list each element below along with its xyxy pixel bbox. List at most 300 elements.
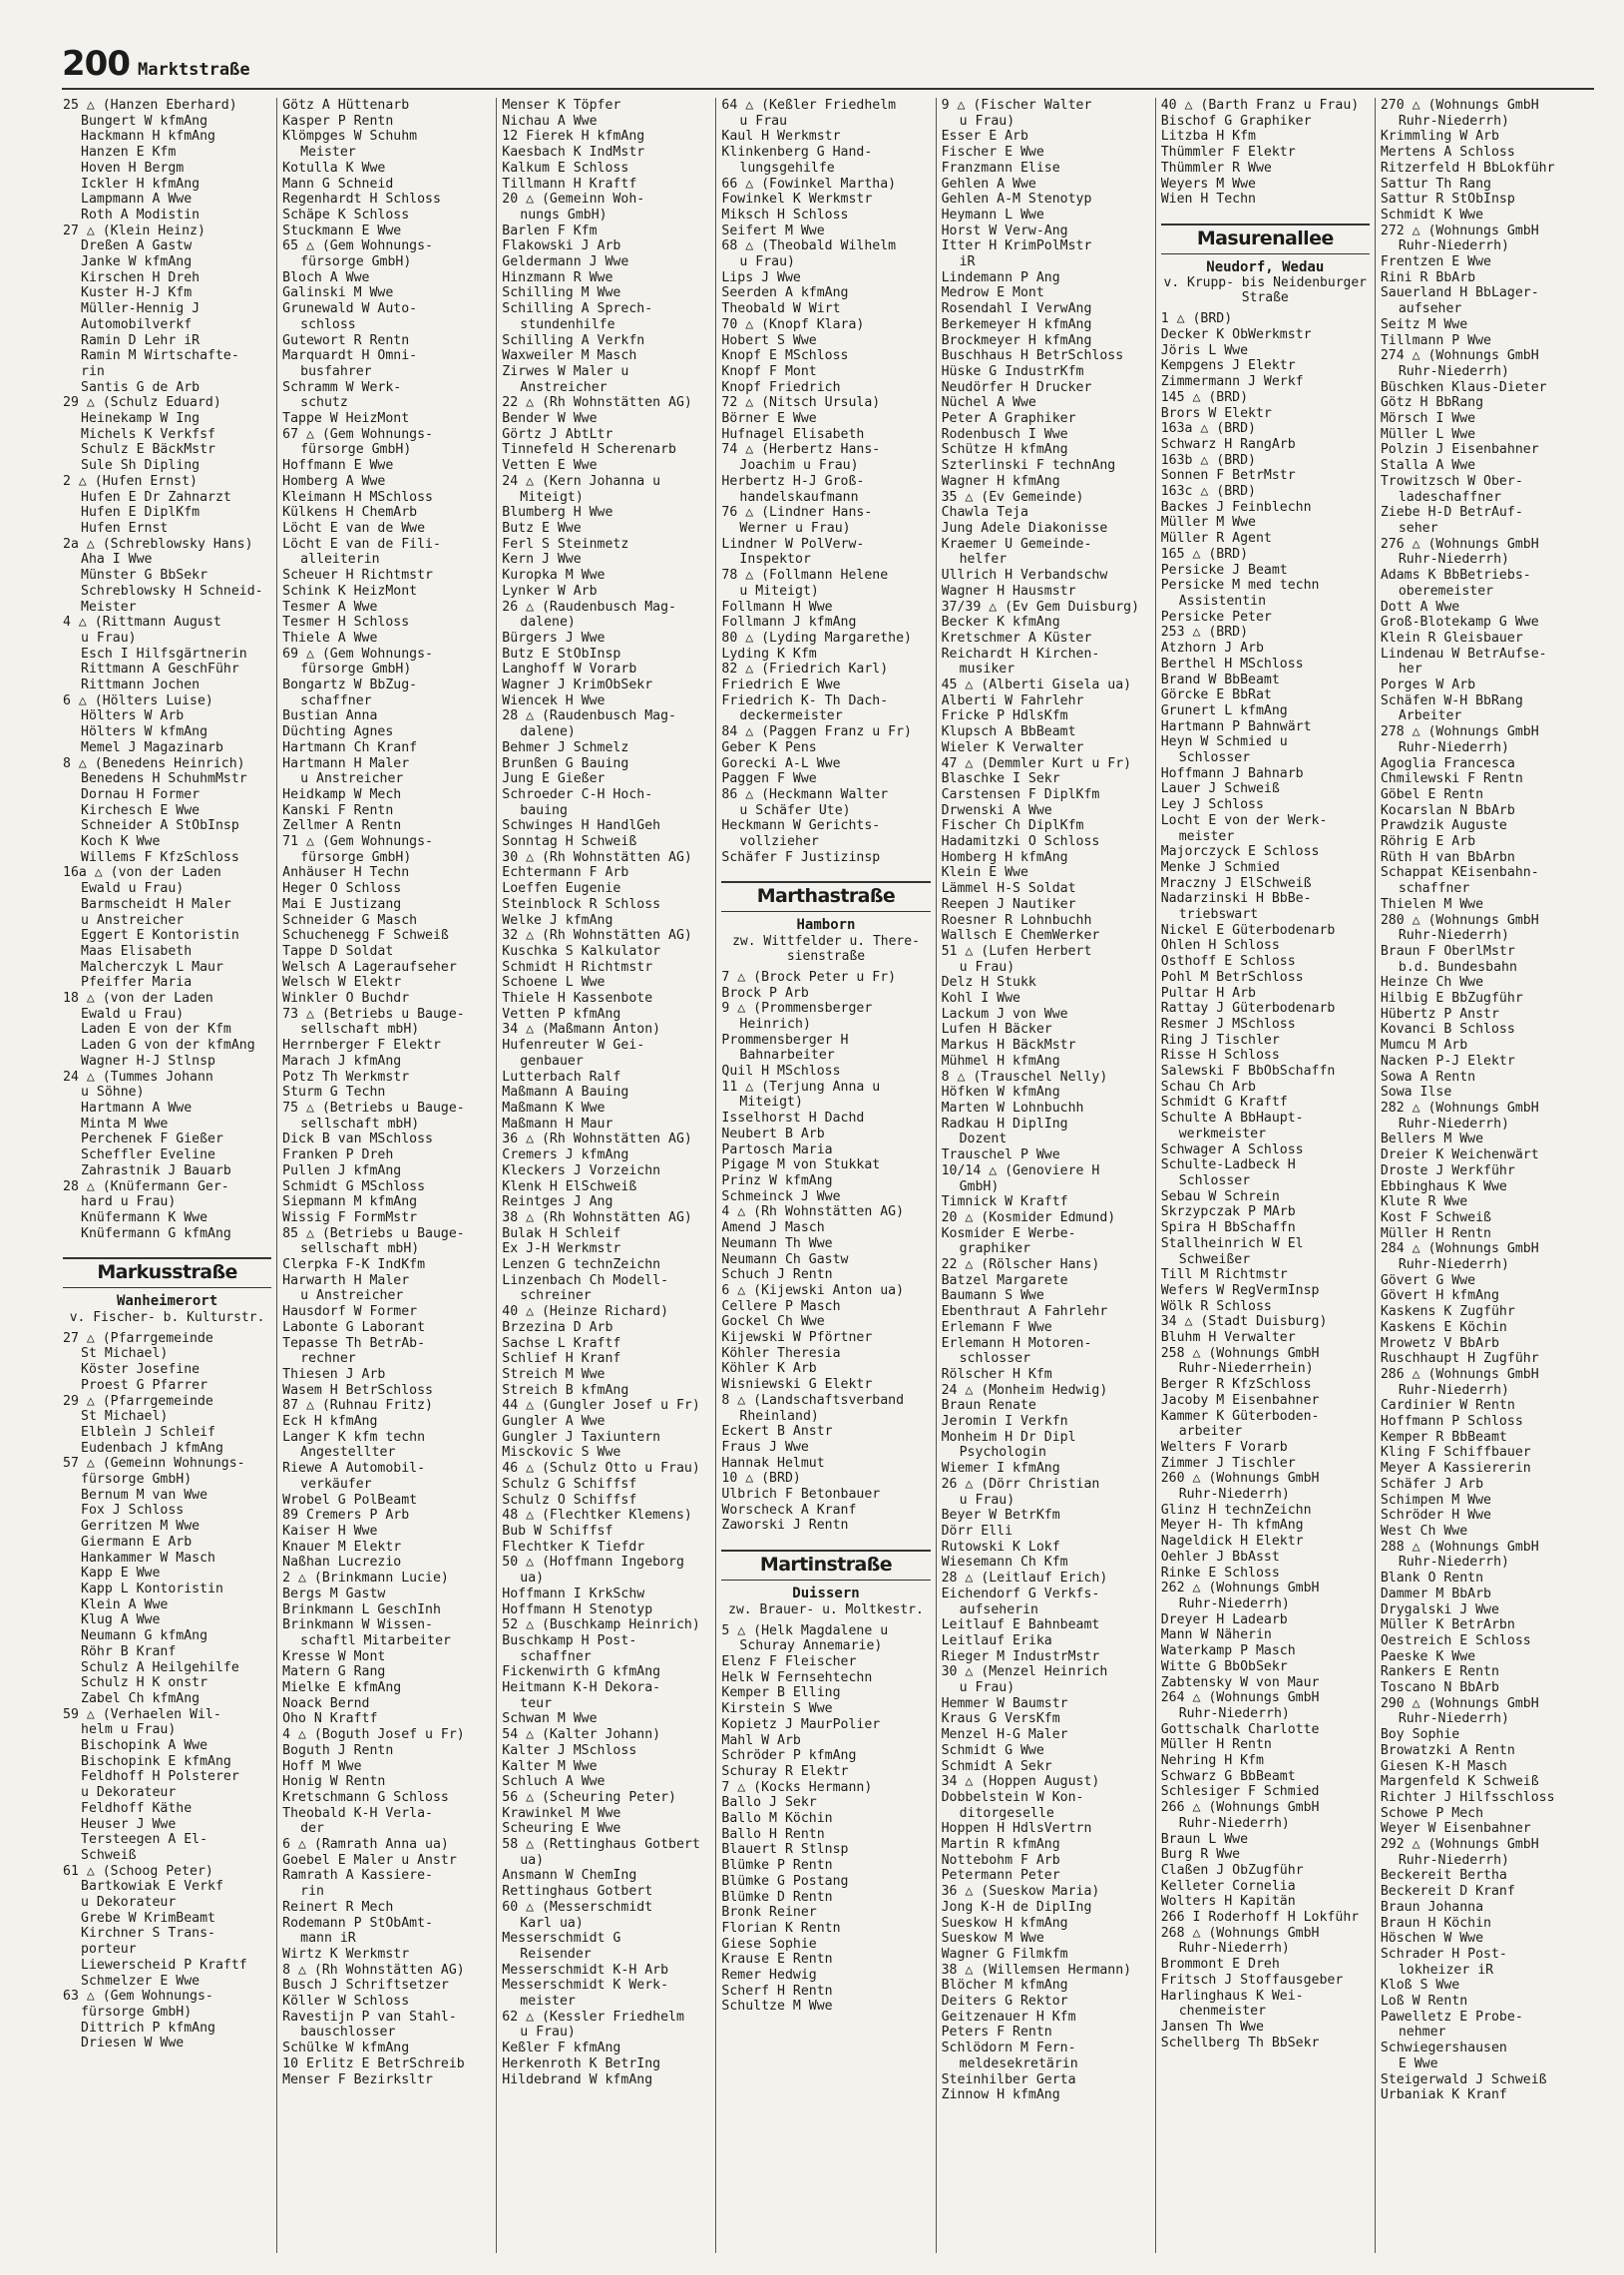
resident-entry: Kretschmer A Küster [941,630,1092,646]
house-entry: 85 △ (Betriebs u Bauge- [282,1225,465,1241]
resident-entry: Memel J Magazinarb [81,739,223,755]
house-entry: 4 △ (Boguth Josef u Fr) [282,1727,465,1743]
resident-entry: u Frau) [959,113,1015,129]
resident-entry: Giesen K-H Masch [1380,1758,1507,1774]
resident-entry: Nadarzinski H BbBe- [1160,891,1312,907]
resident-entry: Hildebrand W kfmAng [502,2071,653,2087]
resident-entry: Schellberg Th BbSekr [1160,2035,1320,2050]
resident-entry: Ruhr-Niederrh) [1398,928,1509,944]
house-entry: 6 △ (Kijewski Anton ua) [721,1282,905,1298]
header-rule [62,88,1594,90]
house-entry: 262 △ (Wohnungs GmbH [1160,1581,1320,1596]
resident-entry: Ebenthraut A Fahrlehr [941,1304,1108,1320]
house-entry: 274 △ (Wohnungs GmbH [1380,348,1539,364]
resident-entry: Welke J kfmAng [502,912,613,928]
district-name: Neudorf, Wedau [1206,258,1325,275]
resident-entry: Miteigt) [520,489,584,505]
resident-entry: Wirtz K Werkmstr [282,1946,410,1962]
resident-entry: Jacoby M Eisenbahner [1160,1392,1320,1408]
resident-entry: Scheffler Eveline [81,1147,215,1163]
resident-entry: Gockel Ch Wwe [721,1314,825,1330]
resident-entry: Ullrich H Verbandschw [941,568,1108,584]
resident-entry: Nehring H Kfm [1160,1753,1264,1769]
resident-entry: Beckereit D Kranf [1380,1884,1515,1900]
resident-entry: schlosser [959,1351,1031,1367]
resident-entry: bauing [520,802,568,818]
resident-entry: Marquardt H Omni- [282,348,418,364]
resident-entry: Stuckmann E Wwe [282,223,402,238]
resident-entry: schaffner [520,1648,592,1664]
house-entry: 266 △ (Wohnungs GmbH [1160,1800,1320,1816]
street-section-header [721,1550,930,1616]
resident-entry: Rieger M IndustrMstr [941,1648,1100,1664]
resident-entry: Boguth J Rentn [282,1742,394,1758]
resident-entry: Braun H Köchin [1380,1915,1491,1931]
resident-entry: schloss [300,316,356,332]
resident-entry: helfer [959,552,1008,568]
resident-entry: Hartmann P Bahnwärt [1160,718,1312,734]
resident-entry: Löcht E van de Wwe [282,520,426,536]
house-entry: 72 △ (Nitsch Ursula) [721,395,881,411]
resident-entry: Wefers W RegVermInsp [1160,1282,1320,1298]
resident-entry: Giermann E Arb [81,1534,193,1550]
house-entry: 9 △ (Prommensberger [721,1001,873,1017]
resident-entry: Vetten E Wwe [502,458,598,474]
resident-entry: Butz E StObInsp [502,646,621,662]
resident-entry: Theobald K-H Verla- [282,1805,433,1821]
street-section-header [1161,224,1370,305]
resident-entry: Müller H Rentn [1160,1737,1272,1753]
resident-entry: Meyer A Kassiererin [1380,1461,1531,1477]
resident-entry: Ballo H Rentn [721,1826,825,1842]
house-entry: 11 △ (Terjung Anna u [721,1079,881,1095]
resident-entry: Brinkmann W Wissen- [282,1617,433,1633]
resident-entry: Scheuring E Wwe [502,1821,621,1837]
resident-entry: dalene) [520,724,576,740]
resident-entry: Friedrich E Wwe [721,678,841,693]
resident-entry: ua) [520,1571,545,1587]
house-entry: 8 △ (Rh Wohnstätten AG) [282,1962,465,1978]
resident-entry: Klein A Wwe [81,1596,169,1612]
resident-entry: Kelleter Cornelia [1160,1878,1296,1894]
resident-entry: Blöcher M kfmAng [941,1978,1068,1994]
resident-entry: u Dekorateur [81,1785,177,1801]
resident-entry: fürsorge GmbH) [300,442,412,458]
resident-entry: Becker K kfmAng [941,615,1060,631]
resident-entry: Dreier K Weichenwärt [1380,1147,1539,1163]
resident-entry: Herbertz H-J Groß- [721,473,865,489]
resident-entry: Thümmler R Wwe [1160,160,1272,176]
house-entry: 82 △ (Friedrich Karl) [721,662,889,678]
resident-entry: Rattay J Güterbodenarb [1160,1001,1336,1017]
resident-entry: Esch I Hilfsgärtnerin [81,646,247,662]
resident-entry: Wien H Techn [1160,192,1256,208]
resident-entry: Blümke D Rentn [721,1889,833,1905]
house-entry: 253 △ (BRD) [1160,625,1249,641]
house-entry: 292 △ (Wohnungs GmbH [1380,1837,1539,1853]
house-entry: 20 △ (Gemeinn Woh- [502,192,645,208]
resident-entry: Langer K kfm techn [282,1429,426,1445]
resident-entry: Steinblock R Schloss [502,896,661,912]
resident-entry: Tillmann H Kraftf [502,176,637,192]
resident-entry: Erlemann F Wwe [941,1319,1052,1335]
house-entry: 32 △ (Rh Wohnstätten AG) [502,928,692,944]
resident-entry: ladeschaffner [1398,489,1502,505]
house-entry: 24 △ (Tummes Johann [63,1069,213,1085]
resident-entry: Röhr B Kranf [81,1643,177,1659]
resident-entry: Agoglia Francesca [1380,755,1515,771]
resident-entry: Langhoff W Vorarb [502,662,637,678]
resident-entry: Hinzmann R Wwe [502,269,613,285]
resident-entry: Rini R BbArb [1380,269,1476,285]
resident-entry: 10 Erlitz E BetrSchreib [282,2055,465,2071]
resident-entry: meister [1178,828,1235,844]
resident-entry: Feldhoff H Polsterer [81,1769,239,1785]
resident-entry: Mörsch I Wwe [1380,411,1476,427]
resident-entry: Ansmann W ChemIng [502,1868,637,1884]
house-entry: 16a △ (von der Laden [63,865,221,881]
resident-entry: Peter A Graphiker [941,411,1076,427]
street-range: v. Krupp- bis Neidenburger Straße [1163,275,1368,306]
resident-entry: Schultze M Wwe [721,1999,833,2015]
resident-entry: Ewald u Frau) [81,881,185,897]
resident-entry: Malcherczyk L Maur [81,959,223,975]
resident-entry: Hemmer W Baumstr [941,1695,1068,1711]
resident-entry: Blauert R Stlnsp [721,1842,849,1858]
resident-entry: Schneider G Masch [282,912,418,928]
resident-entry: Jung E Gießer [502,771,606,787]
resident-entry: Kammer K Güterboden- [1160,1408,1320,1424]
street-name: Marthastraße [721,881,930,912]
resident-entry: Ziebe H-D BetrAuf- [1380,505,1523,521]
resident-entry: werkmeister [1178,1126,1267,1141]
resident-entry: Ruhr-Niederrh) [1398,739,1509,755]
resident-entry: Hübertz P Anstr [1380,1006,1499,1022]
house-entry: 20 △ (Kosmider Edmund) [941,1209,1116,1225]
resident-entry: Rittmann Jochen [81,678,201,693]
resident-entry: rin [300,1884,324,1900]
resident-entry: Schülke W kfmAng [282,2041,410,2056]
house-entry: 258 △ (Wohnungs GmbH [1160,1345,1320,1361]
resident-entry: Müller L Wwe [1380,426,1476,442]
house-entry: 22 △ (Rh Wohnstätten AG) [502,395,692,411]
resident-entry: Reichardt H Kirchen- [941,646,1100,662]
resident-entry: Heinze Ch Wwe [1380,975,1484,991]
resident-entry: Bernum M van Wwe [81,1487,208,1503]
resident-entry: sellschaft mbH) [300,1241,420,1257]
resident-entry: Steinhilber Gerta [941,2071,1076,2087]
resident-entry: Gungler J Taxiuntern [502,1429,661,1445]
resident-entry: Kleckers J Vorzeichn [502,1162,661,1178]
resident-entry: Potz Th Werkmstr [282,1069,410,1085]
resident-entry: u Söhne) [81,1085,145,1101]
resident-entry: Meister [81,599,137,615]
resident-entry: ditorgeselle [959,1805,1054,1821]
resident-entry: sellschaft mbH) [300,1022,420,1038]
resident-entry: Wiencek H Wwe [502,692,606,708]
resident-entry: Rutowski K Lokf [941,1539,1060,1555]
resident-entry: schaftl Mitarbeiter [300,1632,451,1648]
resident-entry: Dammer M BbArb [1380,1586,1491,1601]
house-entry: 163a △ (BRD) [1160,421,1256,437]
resident-entry: Ramin M Wirtschafte- [81,348,239,364]
resident-entry: Karl ua) [520,1915,584,1931]
resident-entry: Geitzenauer H Kfm [941,2009,1076,2025]
house-entry: 288 △ (Wohnungs GmbH [1380,1539,1539,1555]
resident-entry: Tepasse Th BetrAb- [282,1335,426,1351]
resident-entry: Helk W Fernsehtechn [721,1669,873,1685]
resident-entry: Hüske G IndustrKfm [941,363,1084,379]
resident-entry: Horst W Verw-Ang [941,223,1068,238]
resident-entry: Heuser J Wwe [81,1816,177,1832]
resident-entry: Thielen M Wwe [1380,896,1484,912]
resident-entry: Göbel E Rentn [1380,786,1484,802]
resident-entry: Dott A Wwe [1380,599,1460,615]
resident-entry: Brors W Elektr [1160,405,1272,421]
resident-entry: Reisender [520,1946,592,1962]
resident-entry: Zabel Ch kfmAng [81,1690,201,1706]
resident-entry: Adams K BbBetriebs- [1380,568,1531,584]
resident-entry: meister [520,1994,576,2010]
resident-entry: aufseherin [959,1601,1038,1617]
house-entry: 75 △ (Betriebs u Bauge- [282,1101,465,1116]
resident-entry: Lackum J von Wwe [941,1006,1068,1022]
resident-entry: Linzenbach Ch Modell- [502,1272,669,1288]
resident-entry: Beyer W BetrKfm [941,1508,1060,1524]
resident-entry: Ruhr-Niederrh) [1398,363,1509,379]
resident-entry: Mraczny J ElSchweiß [1160,875,1312,891]
resident-entry: Itter H KrimPolMstr [941,238,1092,254]
house-entry: 76 △ (Lindner Hans- [721,505,873,521]
resident-entry: Fricke P HdlsKfm [941,708,1068,724]
resident-entry: Schröder P kfmAng [721,1748,857,1764]
house-entry: 24 △ (Monheim Hedwig) [941,1382,1108,1398]
resident-entry: Messerschmidt G [502,1931,621,1947]
resident-entry: Polzin J Eisenbahner [1380,442,1539,458]
resident-entry: Klinkenberg G Hand- [721,145,873,161]
resident-entry: Jung Adele Diakonisse [941,520,1108,536]
house-entry: 270 △ (Wohnungs GmbH [1380,98,1539,113]
resident-entry: Schulz G Schiffsf [502,1476,637,1492]
house-entry: 84 △ (Paggen Franz u Fr) [721,724,912,740]
resident-entry: Heitmann K-H Dekora- [502,1680,661,1696]
resident-entry: Stallheinrich W El [1160,1235,1304,1251]
resident-entry: Trowitzsch W Ober- [1380,473,1523,489]
resident-entry: Geldermann J Wwe [502,254,629,270]
resident-entry: Persicke M med techn [1160,578,1320,594]
resident-entry: Laden G von der kfmAng [81,1038,255,1054]
resident-entry: Automobilverkf [81,316,193,332]
resident-entry: Maßmann K Wwe [502,1101,606,1116]
resident-entry: Schowe P Mech [1380,1805,1484,1821]
resident-entry: Ruhr-Niederrh) [1178,1595,1290,1611]
resident-entry: Lenzen G technZeichn [502,1257,661,1273]
house-entry: 47 △ (Demmler Kurt u Fr) [941,755,1132,771]
resident-entry: Menzel H-G Maler [941,1727,1068,1743]
resident-entry: Nichau A Wwe [502,113,598,129]
resident-entry: Klute R Wwe [1380,1194,1468,1210]
resident-entry: Assistentin [1178,593,1267,609]
house-entry: 286 △ (Wohnungs GmbH [1380,1366,1539,1382]
resident-entry: Margenfeld K Schweiß [1380,1774,1539,1790]
resident-entry: Anstreicher [520,379,608,395]
resident-entry: Kotulla K Wwe [282,160,386,176]
resident-entry: Thiesen J Arb [282,1366,386,1382]
resident-entry: Fischer Ch DiplKfm [941,818,1084,834]
resident-entry: Esser E Arb [941,129,1028,145]
resident-entry: Ruhr-Niederrh) [1398,1711,1509,1727]
resident-entry: Browatzki A Rentn [1380,1742,1515,1758]
house-entry: 26 △ (Raudenbusch Mag- [502,599,676,615]
house-entry: 9 △ (Fischer Walter [941,98,1092,113]
resident-entry: Dreyer H Ladearb [1160,1611,1288,1627]
resident-entry: Tappe W HeizMont [282,411,410,427]
resident-entry: Klug A Wwe [81,1612,161,1628]
resident-entry: Lampmann A Wwe [81,192,193,208]
resident-entry: Ruhr-Niederrh) [1178,1487,1290,1503]
resident-entry: Hoffmann P Schloss [1380,1414,1523,1430]
resident-entry: Börner E Wwe [721,411,817,427]
resident-entry: Rinke E Schloss [1160,1565,1280,1581]
resident-entry: Ring J Tischler [1160,1032,1280,1048]
resident-entry: u Frau) [959,1492,1015,1508]
resident-entry: seher [1398,520,1438,536]
street-name: Masurenallee [1161,224,1370,254]
resident-entry: Klömpges W Schuhm [282,129,418,145]
resident-entry: Cellere P Masch [721,1298,841,1314]
resident-entry: Gungler A Wwe [502,1414,606,1430]
resident-entry: Tesmer A Wwe [282,599,378,615]
resident-entry: Ruhr-Niederrh) [1398,1116,1509,1132]
house-entry: 56 △ (Scheuring Peter) [502,1789,676,1805]
resident-entry: Sattur R StObInsp [1380,192,1515,208]
resident-entry: Pultar H Arb [1160,985,1256,1001]
page-header [62,44,250,84]
resident-entry: Naßhan Lucrezio [282,1555,402,1571]
resident-entry: Hoff M Wwe [282,1758,362,1774]
resident-entry: Burg R Wwe [1160,1847,1241,1863]
resident-entry: Schuray Annemarie) [739,1638,883,1654]
resident-entry: Schreblowsky H Schneid- [81,583,263,599]
resident-entry: Krawinkel M Wwe [502,1805,621,1821]
resident-entry: fürsorge GmbH) [300,254,412,270]
resident-entry: Görcke E BbRat [1160,687,1272,703]
resident-entry: Reinert R Mech [282,1899,394,1915]
resident-entry: Lynker W Arb [502,583,598,599]
resident-entry: Lips J Wwe [721,269,801,285]
resident-entry: busfahrer [300,363,372,379]
directory-column-4 [716,98,936,2253]
resident-entry: Herkenroth K BetrIng [502,2055,661,2071]
resident-entry: Kanski F Rentn [282,802,394,818]
house-entry: 78 △ (Follmann Helene [721,568,889,584]
resident-entry: Schwinges H HandlGeh [502,818,661,834]
resident-entry: Harlinghaus K Wei- [1160,1988,1304,2004]
resident-entry: Krimmling W Arb [1380,129,1499,145]
resident-entry: Labonte G Laborant [282,1319,426,1335]
resident-entry: Weyers M Wwe [1160,176,1256,192]
resident-entry: Rheinland) [739,1408,819,1424]
resident-entry: Kalkum E Schloss [502,160,629,176]
house-entry: 165 △ (BRD) [1160,546,1249,562]
house-entry: 278 △ (Wohnungs GmbH [1380,724,1539,740]
resident-entry: Tesmer H Schloss [282,615,410,631]
resident-entry: Kaiser H Wwe [282,1523,378,1539]
house-entry: 69 △ (Gem Wohnungs- [282,646,433,662]
resident-entry: Sowa A Rentn [1380,1069,1476,1085]
resident-entry: Lufen H Bäcker [941,1022,1052,1038]
resident-entry: triebswart [1178,907,1259,923]
directory-column-1 [58,98,277,2253]
resident-entry: Heinrich) [739,1016,811,1032]
resident-entry: Bergs M Gastw [282,1586,386,1601]
resident-entry: Kirchner S Trans- [81,1926,215,1942]
resident-entry: Heinekamp W Ing [81,411,201,427]
resident-entry: Ex J-H Werkmstr [502,1241,621,1257]
street-name: Martinstraße [721,1550,930,1581]
resident-entry: u Dekorateur [81,1895,177,1911]
resident-entry: Stalla A Wwe [1380,458,1476,474]
resident-entry: Kaesbach K IndMstr [502,145,645,161]
resident-entry: Kaskens E Köchin [1380,1319,1507,1335]
resident-entry: Schulz E BäckMstr [81,442,215,458]
resident-entry: Götz A Hüttenarb [282,98,410,113]
resident-entry: Maßmann A Bauing [502,1085,629,1101]
resident-entry: Schäfer F Justizinsp [721,849,881,865]
resident-entry: Hölters W Arb [81,708,185,724]
resident-entry: Welsch A Lageraufseher [282,959,457,975]
house-entry: 80 △ (Lyding Margarethe) [721,630,912,646]
resident-entry: Fox J Schloss [81,1503,185,1519]
resident-entry: teur [520,1695,553,1711]
house-entry: 2a △ (Schreblowsky Hans) [63,536,253,552]
resident-entry: Follmann H Wwe [721,599,833,615]
resident-entry: Ewald u Frau) [81,1006,185,1022]
resident-entry: Müller-Hennig J [81,301,201,317]
district-name: Hamborn [796,917,856,934]
resident-entry: Schuch J Rentn [721,1267,833,1283]
resident-entry: Köhler Theresia [721,1345,841,1361]
resident-entry: Risse H Schloss [1160,1048,1280,1064]
resident-entry: Mumcu M Arb [1380,1038,1468,1054]
resident-entry: Wagner H kfmAng [941,473,1060,489]
resident-entry: Martin R kfmAng [941,1837,1060,1853]
resident-entry: Schwiegershausen [1380,2041,1507,2056]
house-entry: 163c △ (BRD) [1160,484,1256,500]
resident-entry: Winkler O Buchdr [282,991,410,1007]
resident-entry: Wölk R Schloss [1160,1298,1272,1314]
directory-column-2 [277,98,497,2253]
resident-entry: Schink K HeizMont [282,583,418,599]
resident-entry: Wolters H Kapitän [1160,1894,1296,1910]
resident-entry: Psychologin [959,1445,1046,1461]
resident-entry: GmbH) [959,1178,1000,1194]
resident-entry: Scherf H Rentn [721,1983,833,1999]
house-entry: 7 △ (Brock Peter u Fr) [721,969,897,985]
resident-entry: Petermann Peter [941,1868,1060,1884]
resident-entry: Ulbrich F Betonbauer [721,1487,881,1503]
resident-entry: Bischopink E kfmAng [81,1753,231,1769]
resident-entry: Kasper P Rentn [282,113,394,129]
resident-entry: Schuray R Elektr [721,1763,849,1779]
resident-entry: u Frau) [739,254,795,270]
house-entry: 6 △ (Hölters Luise) [63,692,213,708]
house-entry: 34 △ (Maßmann Anton) [502,1022,661,1038]
resident-entry: Görtz J AbtLtr [502,426,613,442]
resident-entry: Wiemer I kfmAng [941,1461,1060,1477]
resident-entry: Jeromin I Verkfn [941,1414,1068,1430]
page-number: 200 [62,44,130,84]
